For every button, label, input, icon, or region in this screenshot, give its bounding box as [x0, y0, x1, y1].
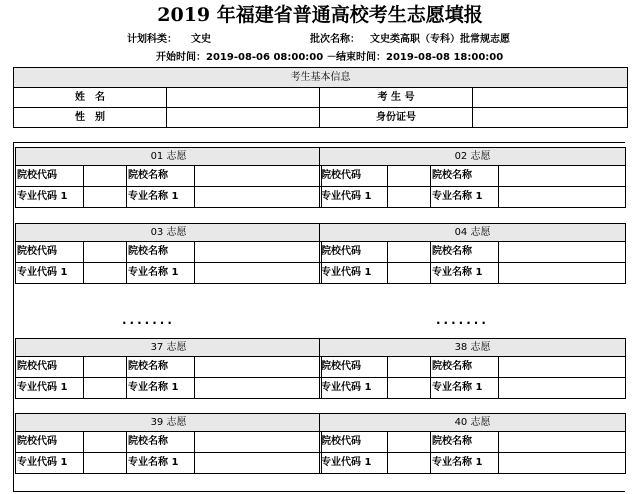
school-code-field[interactable] [388, 432, 431, 453]
major-name-field[interactable] [499, 263, 626, 284]
school-code-label: 院校代码 [320, 166, 388, 187]
major-code-label: 专业代码 1 [320, 187, 388, 208]
batch-name-value: 文史类高职（专科）批常规志愿 [370, 34, 510, 45]
major-name-label: 专业名称 1 [127, 453, 195, 474]
volunteer-block [319, 223, 626, 284]
ellipsis-left: ······· [122, 316, 175, 330]
major-name-label: 专业名称 1 [431, 453, 499, 474]
school-name-field[interactable] [195, 432, 322, 453]
major-code-label: 专业代码 1 [16, 453, 84, 474]
volunteer-header: 01 志愿 [16, 148, 322, 166]
volunteer-header: 39 志愿 [16, 414, 322, 432]
batch-name [310, 33, 510, 47]
id-number-field[interactable] [473, 108, 628, 128]
major-code-field[interactable] [388, 453, 431, 474]
major-code-field[interactable] [388, 263, 431, 284]
school-name-label: 院校名称 [127, 166, 195, 187]
major-code-label: 专业代码 1 [320, 453, 388, 474]
name-label: 姓 名 [14, 88, 167, 108]
batch-name-label: 批次名称： [310, 34, 360, 45]
school-name-field[interactable] [499, 166, 626, 187]
volunteer-header: 38 志愿 [320, 339, 626, 357]
gender-label: 性 别 [14, 108, 167, 128]
school-name-label: 院校名称 [431, 166, 499, 187]
major-name-field[interactable] [499, 378, 626, 399]
school-name-field[interactable] [499, 357, 626, 378]
school-code-field[interactable] [388, 242, 431, 263]
school-name-field[interactable] [195, 242, 322, 263]
page-title: 2019 年福建省普通高校考生志愿填报 [157, 4, 483, 26]
basic-info-header: 考生基本信息 [14, 68, 628, 88]
volunteer-header: 40 志愿 [320, 414, 626, 432]
school-name-label: 院校名称 [431, 357, 499, 378]
volunteer-block [319, 413, 626, 474]
school-code-field[interactable] [84, 357, 127, 378]
exam-number-field[interactable] [473, 88, 628, 108]
major-code-field[interactable] [84, 453, 127, 474]
school-name-field[interactable] [195, 166, 322, 187]
major-name-label: 专业名称 1 [127, 187, 195, 208]
school-code-field[interactable] [388, 166, 431, 187]
major-code-label: 专业代码 1 [16, 263, 84, 284]
volunteer-header: 04 志愿 [320, 224, 626, 242]
school-code-field[interactable] [388, 357, 431, 378]
major-code-field[interactable] [388, 187, 431, 208]
major-code-label: 专业代码 1 [320, 378, 388, 399]
volunteer-block [15, 223, 322, 284]
school-name-field[interactable] [499, 432, 626, 453]
end-time-value: 2019-08-08 18:00:00 [386, 52, 504, 63]
school-code-label: 院校代码 [16, 432, 84, 453]
school-name-label: 院校名称 [127, 242, 195, 263]
volunteer-header: 02 志愿 [320, 148, 626, 166]
end-time-label: 结束时间： [336, 52, 386, 63]
plan-type-value: 文史 [191, 34, 211, 45]
end-time [336, 51, 503, 65]
plan-type [127, 33, 211, 47]
volunteer-block [319, 147, 626, 208]
school-code-label: 院校代码 [320, 242, 388, 263]
major-code-label: 专业代码 1 [320, 263, 388, 284]
school-name-label: 院校名称 [431, 432, 499, 453]
major-code-label: 专业代码 1 [16, 187, 84, 208]
start-time [156, 51, 347, 65]
school-code-label: 院校代码 [320, 357, 388, 378]
id-number-label: 身份证号 [320, 108, 473, 128]
major-name-label: 专业名称 1 [431, 263, 499, 284]
volunteer-block [15, 147, 322, 208]
volunteer-block [15, 413, 322, 474]
name-field[interactable] [167, 88, 320, 108]
volunteer-header: 37 志愿 [16, 339, 322, 357]
major-name-field[interactable] [499, 187, 626, 208]
major-name-label: 专业名称 1 [127, 263, 195, 284]
major-code-field[interactable] [84, 187, 127, 208]
school-name-label: 院校名称 [127, 357, 195, 378]
gender-field[interactable] [167, 108, 320, 128]
major-name-field[interactable] [195, 187, 322, 208]
school-name-label: 院校名称 [431, 242, 499, 263]
plan-type-label: 计划科类： [127, 34, 177, 45]
major-code-field[interactable] [84, 378, 127, 399]
volunteer-block [319, 338, 626, 399]
school-name-field[interactable] [499, 242, 626, 263]
major-name-label: 专业名称 1 [431, 187, 499, 208]
school-code-field[interactable] [84, 242, 127, 263]
school-code-label: 院校代码 [16, 242, 84, 263]
school-name-field[interactable] [195, 357, 322, 378]
major-code-field[interactable] [388, 378, 431, 399]
volunteer-header: 03 志愿 [16, 224, 322, 242]
ellipsis-right: ······· [436, 316, 489, 330]
major-code-label: 专业代码 1 [16, 378, 84, 399]
start-time-value: 2019-08-06 08:00:00 －－ [206, 52, 347, 63]
major-code-field[interactable] [84, 263, 127, 284]
major-name-label: 专业名称 1 [127, 378, 195, 399]
major-name-label: 专业名称 1 [431, 378, 499, 399]
start-time-label: 开始时间： [156, 52, 206, 63]
exam-number-label: 考 生 号 [320, 88, 473, 108]
school-code-label: 院校代码 [16, 166, 84, 187]
major-name-field[interactable] [195, 263, 322, 284]
school-code-field[interactable] [84, 432, 127, 453]
major-name-field[interactable] [499, 453, 626, 474]
school-code-label: 院校代码 [320, 432, 388, 453]
volunteer-block [15, 338, 322, 399]
major-name-field[interactable] [195, 453, 322, 474]
student-basic-info-table [13, 67, 628, 128]
school-name-label: 院校名称 [127, 432, 195, 453]
major-name-field[interactable] [195, 378, 322, 399]
school-code-label: 院校代码 [16, 357, 84, 378]
school-code-field[interactable] [84, 166, 127, 187]
